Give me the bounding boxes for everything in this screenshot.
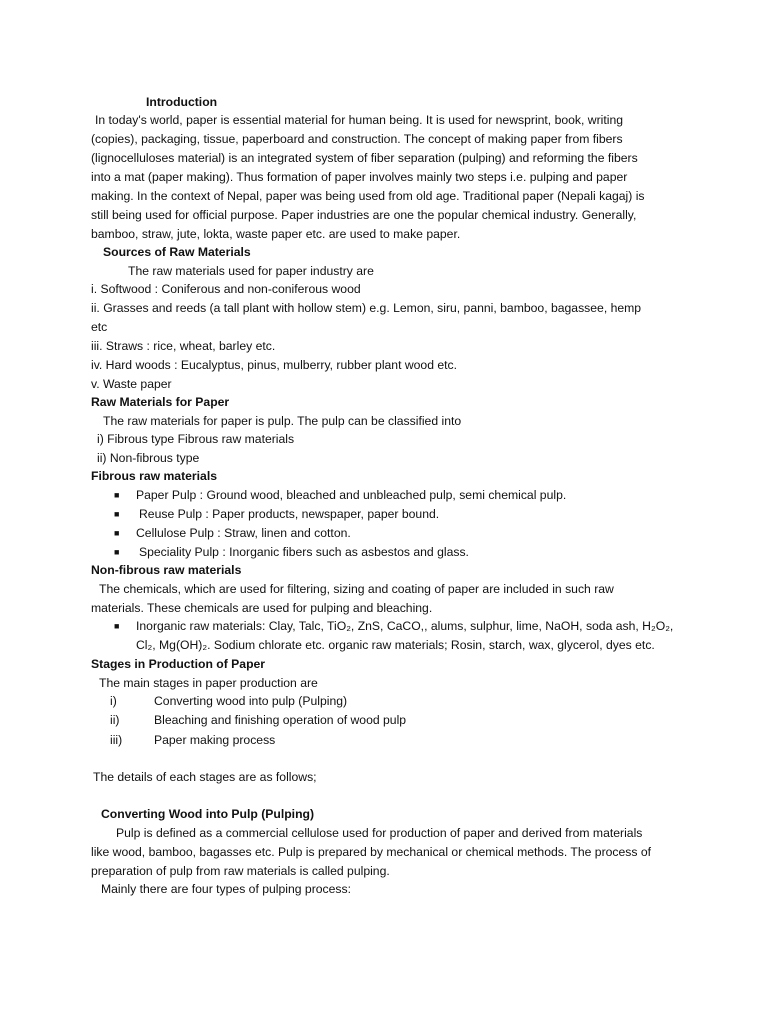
inorganic-line: Inorganic raw materials: Clay, Talc, TiO₂, ZnS, CaCO,, alums, sulphur, lime, NaOH, soda ash, H₂O₂,	[136, 619, 674, 633]
fibrous-item: Cellulose Pulp : Straw, linen and cotton.	[136, 526, 351, 540]
nonfibrous-heading: Non-fibrous raw materials	[91, 563, 242, 577]
stages-heading: Stages in Production of Paper	[91, 657, 266, 671]
pulping-line: like wood, bamboo, bagasses etc. Pulp is prepared by mechanical or chemical methods. The process of	[91, 845, 652, 859]
stage-text: Bleaching and finishing operation of wood pulp	[154, 713, 407, 727]
intro-line: (copies), packaging, tissue, paperboard and construction. The concept of making paper from fibers	[91, 132, 623, 146]
sources-item: etc	[91, 320, 108, 334]
sources-item: ii. Grasses and reeds (a tall plant with hollow stem) e.g. Lemon, siru, panni, bamboo, bagassee, hemp	[91, 301, 642, 315]
sources-intro: The raw materials used for paper industry are	[128, 264, 374, 278]
bullet-icon: ■	[114, 490, 120, 500]
fibrous-item: Reuse Pulp : Paper products, newspaper, paper bound.	[139, 507, 440, 521]
fibrous-heading: Fibrous raw materials	[91, 469, 217, 483]
nonfibrous-line: The chemicals, which are used for filtering, sizing and coating of paper are included in such raw	[99, 582, 614, 596]
intro-line: bamboo, straw, jute, lokta, waste paper etc. are used to make paper.	[91, 227, 461, 241]
stage-number: ii)	[110, 713, 120, 727]
raw-materials-intro: The raw materials for paper is pulp. The pulp can be classified into	[103, 414, 462, 428]
raw-materials-item: i) Fibrous type Fibrous raw materials	[97, 432, 295, 446]
sources-item: iii. Straws : rice, wheat, barley etc.	[91, 339, 276, 353]
doc-title: Introduction	[146, 95, 218, 109]
intro-line: into a mat (paper making). Thus formation of paper involves mainly two steps i.e. pulping and paper	[91, 170, 628, 184]
stages-intro: The main stages in paper production are	[99, 676, 318, 690]
nonfibrous-line: materials. These chemicals are used for pulping and bleaching.	[91, 601, 433, 615]
details-line: The details of each stages are as follows;	[93, 770, 317, 784]
raw-materials-item: ii) Non-fibrous type	[97, 451, 200, 465]
bullet-icon: ■	[114, 509, 120, 519]
stage-number: i)	[110, 694, 117, 708]
bullet-icon: ■	[114, 621, 120, 631]
fibrous-item: Speciality Pulp : Inorganic fibers such as asbestos and glass.	[139, 545, 469, 559]
intro-line: (lignocelluloses material) is an integrated system of fiber separation (pulping) and reforming the fibers	[91, 151, 638, 165]
pulping-line: Pulp is defined as a commercial cellulose used for production of paper and derived from materials	[116, 826, 643, 840]
inorganic-line: Cl₂, Mg(OH)₂. Sodium chlorate etc. organic raw materials; Rosin, starch, wax, glycerol, dyes etc.	[136, 638, 655, 652]
sources-item: v. Waste paper	[91, 377, 172, 391]
pulping-line: preparation of pulp from raw materials is called pulping.	[91, 864, 390, 878]
intro-line: still being used for official purpose. Paper industries are one the popular chemical industry. Generally,	[91, 208, 637, 222]
intro-line: making. In the context of Nepal, paper was being used from old age. Traditional paper (Nepali kagaj) is	[91, 189, 645, 203]
stage-text: Paper making process	[154, 733, 276, 747]
raw-materials-heading: Raw Materials for Paper	[91, 395, 230, 409]
stage-number: iii)	[110, 733, 123, 747]
sources-item: iv. Hard woods : Eucalyptus, pinus, mulberry, rubber plant wood etc.	[91, 358, 458, 372]
bullet-icon: ■	[114, 547, 120, 557]
stage-text: Converting wood into pulp (Pulping)	[154, 694, 348, 708]
sources-heading: Sources of Raw Materials	[103, 245, 251, 259]
fibrous-item: Paper Pulp : Ground wood, bleached and unbleached pulp, semi chemical pulp.	[136, 488, 567, 502]
sources-item: i. Softwood : Coniferous and non-coniferous wood	[91, 282, 361, 296]
intro-line: In today's world, paper is essential material for human being. It is used for newsprint, book, writing	[95, 113, 624, 127]
pulping-heading: Converting Wood into Pulp (Pulping)	[101, 807, 315, 821]
pulping-types: Mainly there are four types of pulping process:	[101, 882, 351, 896]
bullet-icon: ■	[114, 528, 120, 538]
